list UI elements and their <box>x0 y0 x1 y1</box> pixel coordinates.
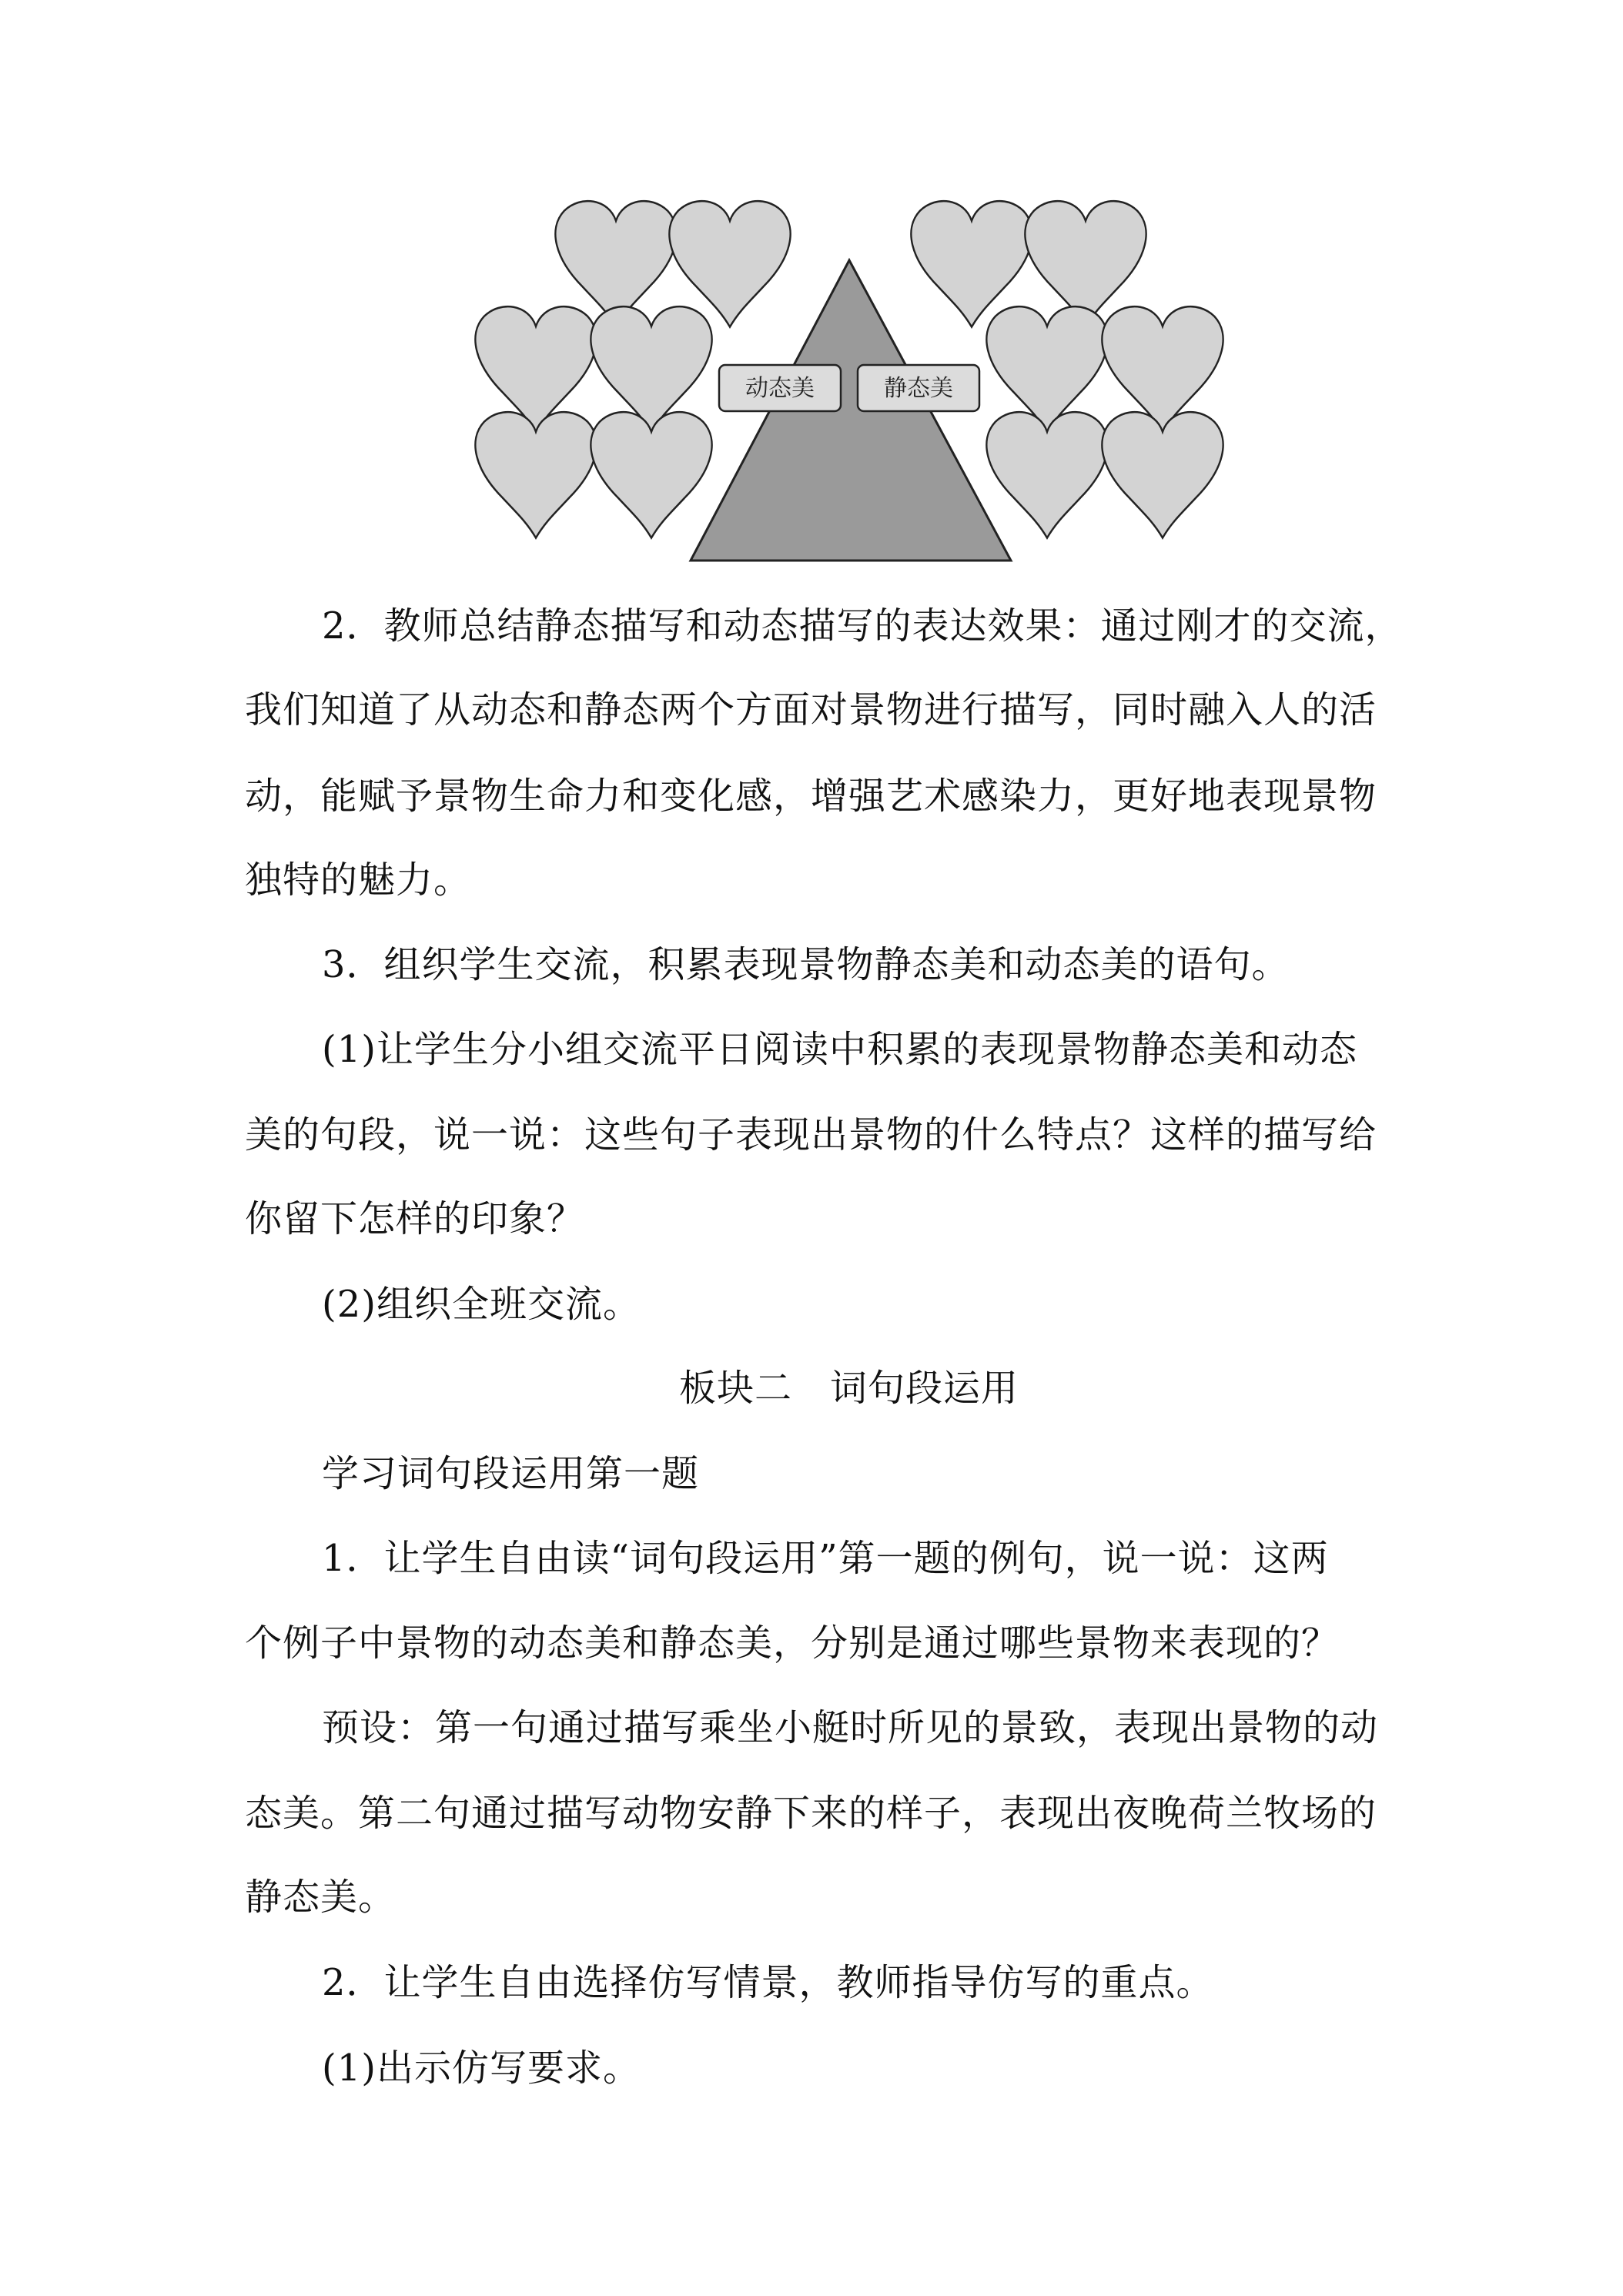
label-dynamic-text: 动态美 <box>745 375 815 402</box>
paragraph-8-line-1: 预设：第一句通过描写乘坐小艇时所见的景致，表现出景物的动 <box>322 1706 1379 1749</box>
paragraph-8-line-2: 态美。第二句通过描写动物安静下来的样子，表现出夜晚荷兰牧场的 <box>245 1792 1377 1835</box>
heart-icon <box>591 412 711 537</box>
paragraph-2-line-4: 独特的魅力。 <box>245 858 472 902</box>
paragraph-2-line-1: 2．教师总结静态描写和动态描写的表达效果：通过刚才的交流， <box>322 604 1403 648</box>
heart-icon <box>986 306 1107 432</box>
heart-icon <box>986 412 1107 537</box>
section-title: 板块二 词句段运用 <box>679 1367 1019 1410</box>
heart-icon <box>1102 306 1223 432</box>
paragraph-2-line-2: 我们知道了从动态和静态两个方面对景物进行描写，同时融入人的活 <box>245 688 1377 731</box>
label-static-text: 静态美 <box>884 375 953 402</box>
paragraph-5-line-1: (2)组织全班交流。 <box>322 1283 641 1326</box>
paragraph-8-line-3: 静态美。 <box>245 1876 397 1919</box>
paragraph-4-line-3: 你留下怎样的印象？ <box>245 1197 585 1240</box>
paragraph-7-line-1: 1．让学生自由读“词句段运用”第一题的例句，说一说：这两 <box>322 1537 1329 1580</box>
paragraph-4-line-1: (1)让学生分小组交流平日阅读中积累的表现景物静态美和动态 <box>322 1028 1357 1071</box>
heart-icon <box>475 412 596 537</box>
heart-icon <box>591 306 711 432</box>
label-static <box>858 365 979 411</box>
hearts-triangle-diagram <box>0 0 1623 585</box>
paragraph-2-line-3: 动，能赋予景物生命力和变化感，增强艺术感染力，更好地表现景物 <box>245 775 1377 818</box>
paragraph-9-line-1: 2．让学生自由选择仿写情景，教师指导仿写的重点。 <box>322 1961 1214 2004</box>
paragraph-4-line-2: 美的句段，说一说：这些句子表现出景物的什么特点？这样的描写给 <box>245 1113 1377 1156</box>
heart-icon <box>475 306 596 432</box>
label-dynamic <box>719 365 841 411</box>
paragraph-10-line-1: (1)出示仿写要求。 <box>322 2047 641 2090</box>
paragraph-3-line-1: 3．组织学生交流，积累表现景物静态美和动态美的语句。 <box>322 943 1290 986</box>
heart-icon <box>1102 412 1223 537</box>
paragraph-7-line-2: 个例子中景物的动态美和静态美，分别是通过哪些景物来表现的？ <box>245 1622 1340 1665</box>
paragraph-6-line-1: 学习词句段运用第一题 <box>322 1452 700 1495</box>
